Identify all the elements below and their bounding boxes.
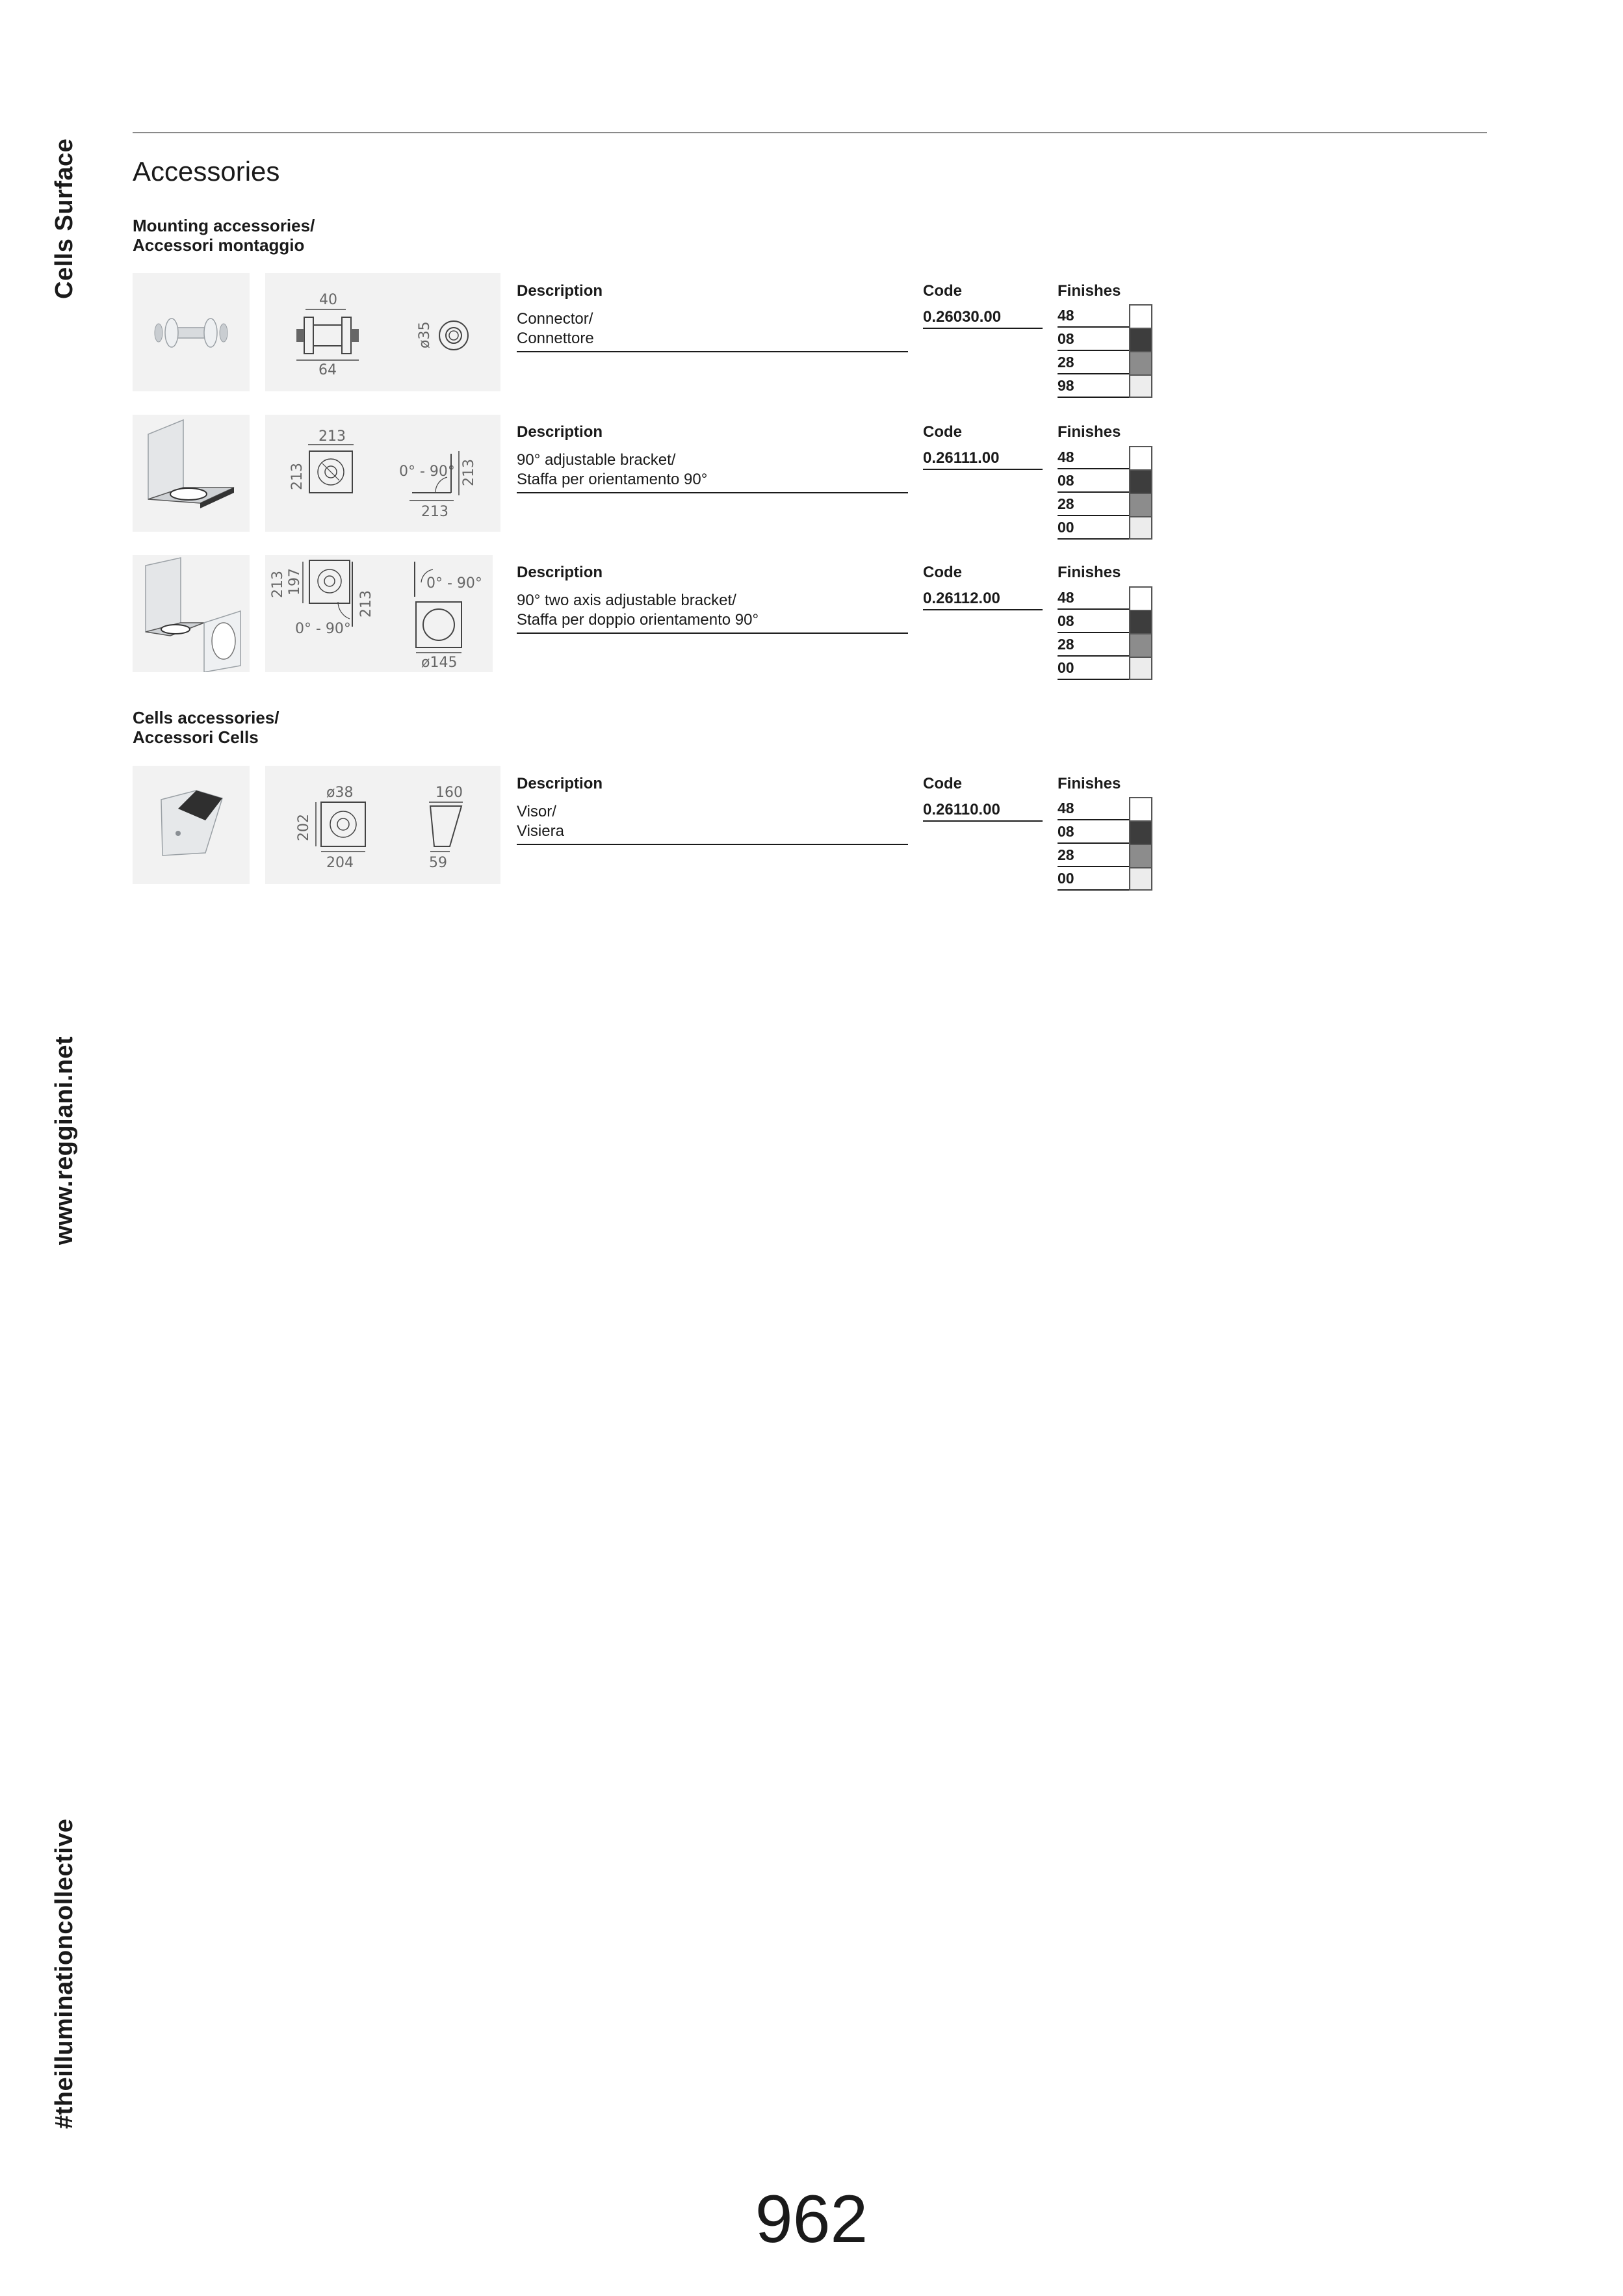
visor-drawing	[265, 766, 500, 884]
bracket-photo	[133, 415, 250, 532]
finish-row	[1058, 797, 1152, 820]
dim-label: ø145	[421, 655, 458, 671]
finish-code: 00	[1058, 870, 1074, 887]
finish-code: 00	[1058, 659, 1074, 676]
dim-label: 213	[421, 504, 448, 520]
group-heading-mounting	[133, 216, 315, 255]
description-underline	[517, 492, 908, 493]
dim-label: ø38	[326, 785, 354, 801]
finish-code: 08	[1058, 472, 1074, 489]
dim-label: 0° - 90°	[295, 621, 351, 637]
group-heading-line: Accessori Cells	[133, 727, 259, 747]
group-heading-line: Cells accessories/	[133, 708, 279, 727]
two-axis-bracket-photo	[133, 555, 250, 672]
finish-swatch	[1129, 797, 1152, 820]
finishes-header: Finishes	[1058, 282, 1121, 300]
code-header: Code	[923, 423, 962, 441]
finish-code: 28	[1058, 846, 1074, 863]
finish-code: 48	[1058, 307, 1074, 324]
finish-row	[1058, 469, 1152, 493]
connector-photo	[133, 273, 250, 391]
finish-code: 28	[1058, 636, 1074, 653]
finish-swatch	[1129, 586, 1152, 610]
code-underline	[923, 820, 1043, 822]
code-header: Code	[923, 564, 962, 581]
website-side-label: www.reggiani.net	[51, 1036, 78, 1245]
group-heading-cells	[133, 708, 279, 747]
finish-row	[1058, 351, 1152, 374]
connector-drawing	[265, 273, 500, 391]
finishes-header: Finishes	[1058, 564, 1121, 581]
finish-row	[1058, 610, 1152, 633]
dim-label: 213	[461, 459, 477, 486]
product-code: 0.26030.00	[923, 308, 1002, 326]
bracket-drawing	[265, 415, 500, 532]
finish-swatch	[1129, 351, 1152, 374]
finish-swatch	[1129, 516, 1152, 540]
finish-row	[1058, 493, 1152, 516]
finish-code: 00	[1058, 519, 1074, 536]
dim-label: 204	[326, 855, 354, 871]
top-divider	[133, 132, 1487, 133]
finish-swatch	[1129, 633, 1152, 657]
finish-row	[1058, 867, 1152, 891]
dim-label: 197	[287, 568, 303, 595]
finish-swatch	[1129, 374, 1152, 398]
finish-code: 08	[1058, 612, 1074, 629]
description-underline	[517, 844, 908, 845]
page-number: 962	[755, 2182, 868, 2257]
two-axis-bracket-drawing	[265, 555, 493, 672]
code-header: Code	[923, 282, 962, 300]
finish-swatch	[1129, 328, 1152, 351]
description-en: 90° two axis adjustable bracket/	[517, 592, 736, 609]
finishes-list	[1058, 446, 1152, 540]
dim-label: 213	[318, 428, 346, 445]
finish-swatch	[1129, 493, 1152, 516]
finish-row	[1058, 586, 1152, 610]
dim-label: 213	[289, 463, 305, 490]
finish-row	[1058, 657, 1152, 680]
code-header: Code	[923, 775, 962, 792]
finishes-list	[1058, 797, 1152, 891]
finishes-header: Finishes	[1058, 775, 1121, 792]
finish-code: 28	[1058, 354, 1074, 371]
finish-swatch	[1129, 469, 1152, 493]
finish-code: 48	[1058, 449, 1074, 465]
finishes-header: Finishes	[1058, 423, 1121, 441]
finish-code: 98	[1058, 377, 1074, 394]
finish-row	[1058, 374, 1152, 398]
description-en: Visor/	[517, 803, 556, 820]
finish-swatch	[1129, 844, 1152, 867]
dim-label: 64	[318, 362, 337, 378]
dim-label: 213	[270, 571, 286, 598]
product-code: 0.26110.00	[923, 801, 1000, 818]
section-side-label: Cells Surface	[51, 138, 78, 299]
finish-swatch	[1129, 657, 1152, 680]
description-it: Staffa per doppio orientamento 90°	[517, 611, 759, 629]
description-it: Staffa per orientamento 90°	[517, 471, 708, 488]
hashtag-side-label: #theilluminationcollective	[51, 1818, 78, 2129]
description-underline	[517, 351, 908, 352]
dim-label: 40	[319, 292, 337, 308]
finish-row	[1058, 304, 1152, 328]
description-header: Description	[517, 775, 603, 792]
description-header: Description	[517, 423, 603, 441]
dim-label: 213	[358, 590, 374, 618]
description-en: Connector/	[517, 310, 593, 328]
description-it: Visiera	[517, 822, 564, 840]
code-underline	[923, 328, 1043, 329]
finishes-list	[1058, 304, 1152, 398]
finish-code: 48	[1058, 589, 1074, 606]
product-code: 0.26112.00	[923, 590, 1000, 607]
product-code: 0.26111.00	[923, 449, 1000, 467]
finish-row	[1058, 516, 1152, 540]
dim-label: ø35	[417, 321, 433, 348]
description-en: 90° adjustable bracket/	[517, 451, 676, 469]
finish-row	[1058, 820, 1152, 844]
finish-row	[1058, 446, 1152, 469]
dim-label: 59	[429, 855, 447, 871]
dim-label: 160	[435, 785, 463, 801]
finish-code: 08	[1058, 330, 1074, 347]
finish-row	[1058, 328, 1152, 351]
visor-photo	[133, 766, 250, 884]
dim-label: 0° - 90°	[426, 575, 482, 592]
dim-label: 0° - 90°	[399, 463, 455, 480]
description-underline	[517, 633, 908, 634]
group-heading-line: Mounting accessories/	[133, 216, 315, 235]
dim-label: 202	[296, 814, 312, 841]
finish-swatch	[1129, 820, 1152, 844]
finish-code: 48	[1058, 800, 1074, 816]
finish-swatch	[1129, 610, 1152, 633]
finish-row	[1058, 844, 1152, 867]
description-it: Connettore	[517, 330, 594, 347]
description-header: Description	[517, 564, 603, 581]
finish-swatch	[1129, 304, 1152, 328]
finish-code: 08	[1058, 823, 1074, 840]
finish-swatch	[1129, 867, 1152, 891]
finish-swatch	[1129, 446, 1152, 469]
finish-code: 28	[1058, 495, 1074, 512]
page-title: Accessories	[133, 156, 280, 187]
description-header: Description	[517, 282, 603, 300]
group-heading-line: Accessori montaggio	[133, 235, 305, 255]
finish-row	[1058, 633, 1152, 657]
finishes-list	[1058, 586, 1152, 680]
code-underline	[923, 609, 1043, 610]
code-underline	[923, 469, 1043, 470]
